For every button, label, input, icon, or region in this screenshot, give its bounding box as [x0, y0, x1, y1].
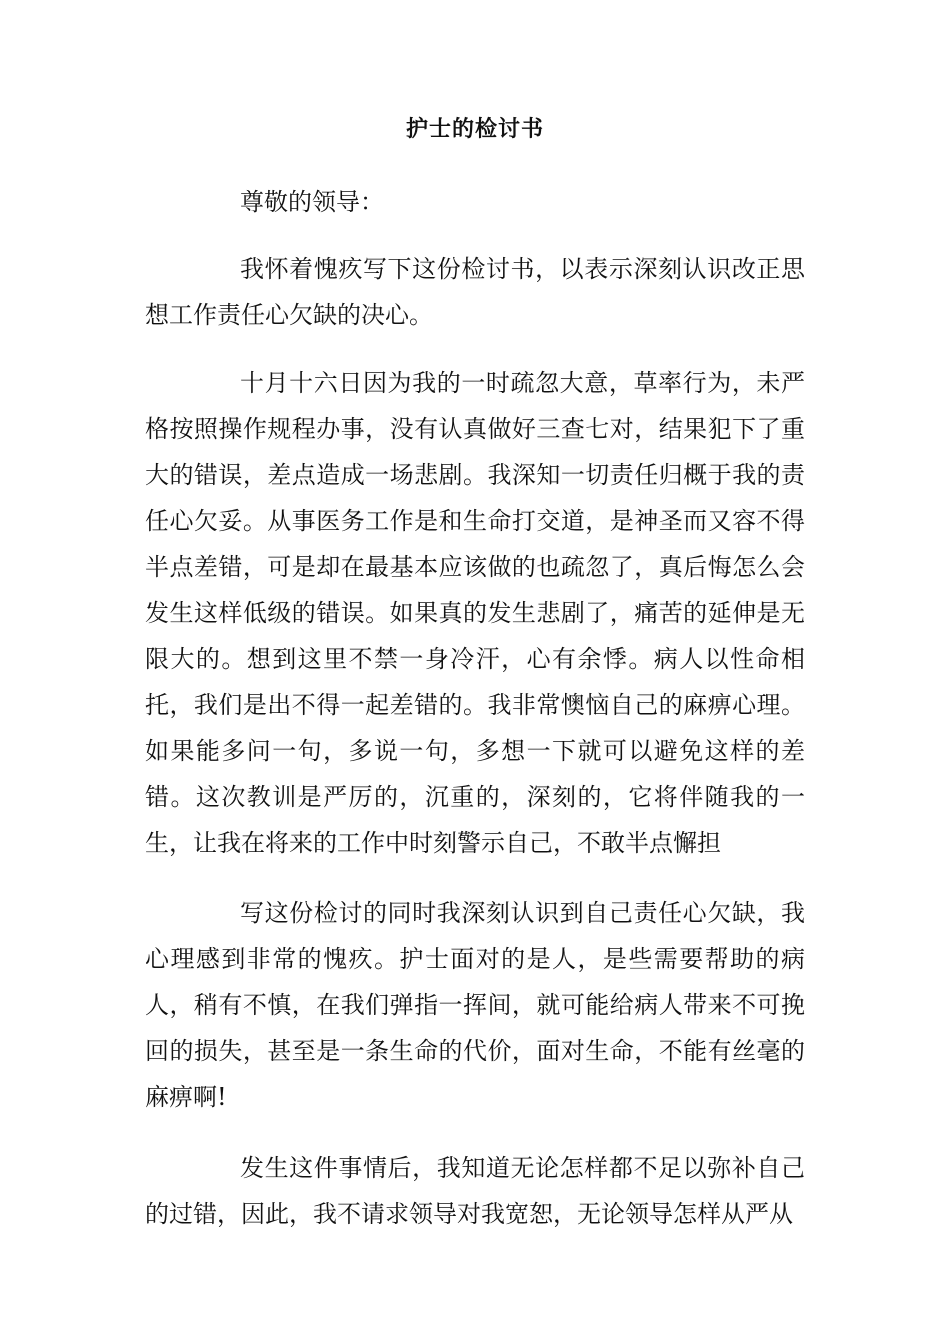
salutation: 尊敬的领导： [240, 188, 384, 216]
paragraph-1: 我怀着愧疚写下这份检讨书，以表示深刻认识改正思想工作责任心欠缺的决心。 [145, 255, 805, 329]
paragraph-4: 发生这件事情后，我知道无论怎样都不足以弥补自己的过错，因此，我不请求领导对我宽恕，无论领导怎样从严从 [145, 1154, 805, 1228]
paragraph-2: 十月十六日因为我的一时疏忽大意，草率行为，未严格按照操作规程办事，没有认真做好三查七对，结果犯下了重大的错误，差点造成一场悲剧。我深知一切责任归概于我的责任心欠妥。从事医务工作是和生命打交道，是神圣而又容不得半点差错，可是却在最基本应该做的也疏忽了，真后悔怎么会发生这样低级的错误。如果真的发生悲剧了，痛苦的延伸是无限大的。想到这里不禁一身冷汗，心有余悸。病人以性命相托，我们是出不得一起差错的。我非常懊恼自己的麻痹心理。如果能多问一句，多说一句，多想一下就可以避免这样的差错。这次教训是严厉的，沉重的，深刻的，它将伴随我的一生，让我在将来的工作中时刻警示自己，不敢半点懈担 [145, 369, 805, 857]
paragraph-3: 写这份检讨的同时我深刻认识到自己责任心欠缺，我心理感到非常的愧疚。护士面对的是人，是些需要帮助的病人，稍有不慎，在我们弹指一挥间，就可能给病人带来不可挽回的损失，甚至是一条生命的代价，面对生命，不能有丝毫的麻痹啊! [145, 899, 805, 1111]
document-title: 护士的检讨书 [405, 116, 544, 142]
